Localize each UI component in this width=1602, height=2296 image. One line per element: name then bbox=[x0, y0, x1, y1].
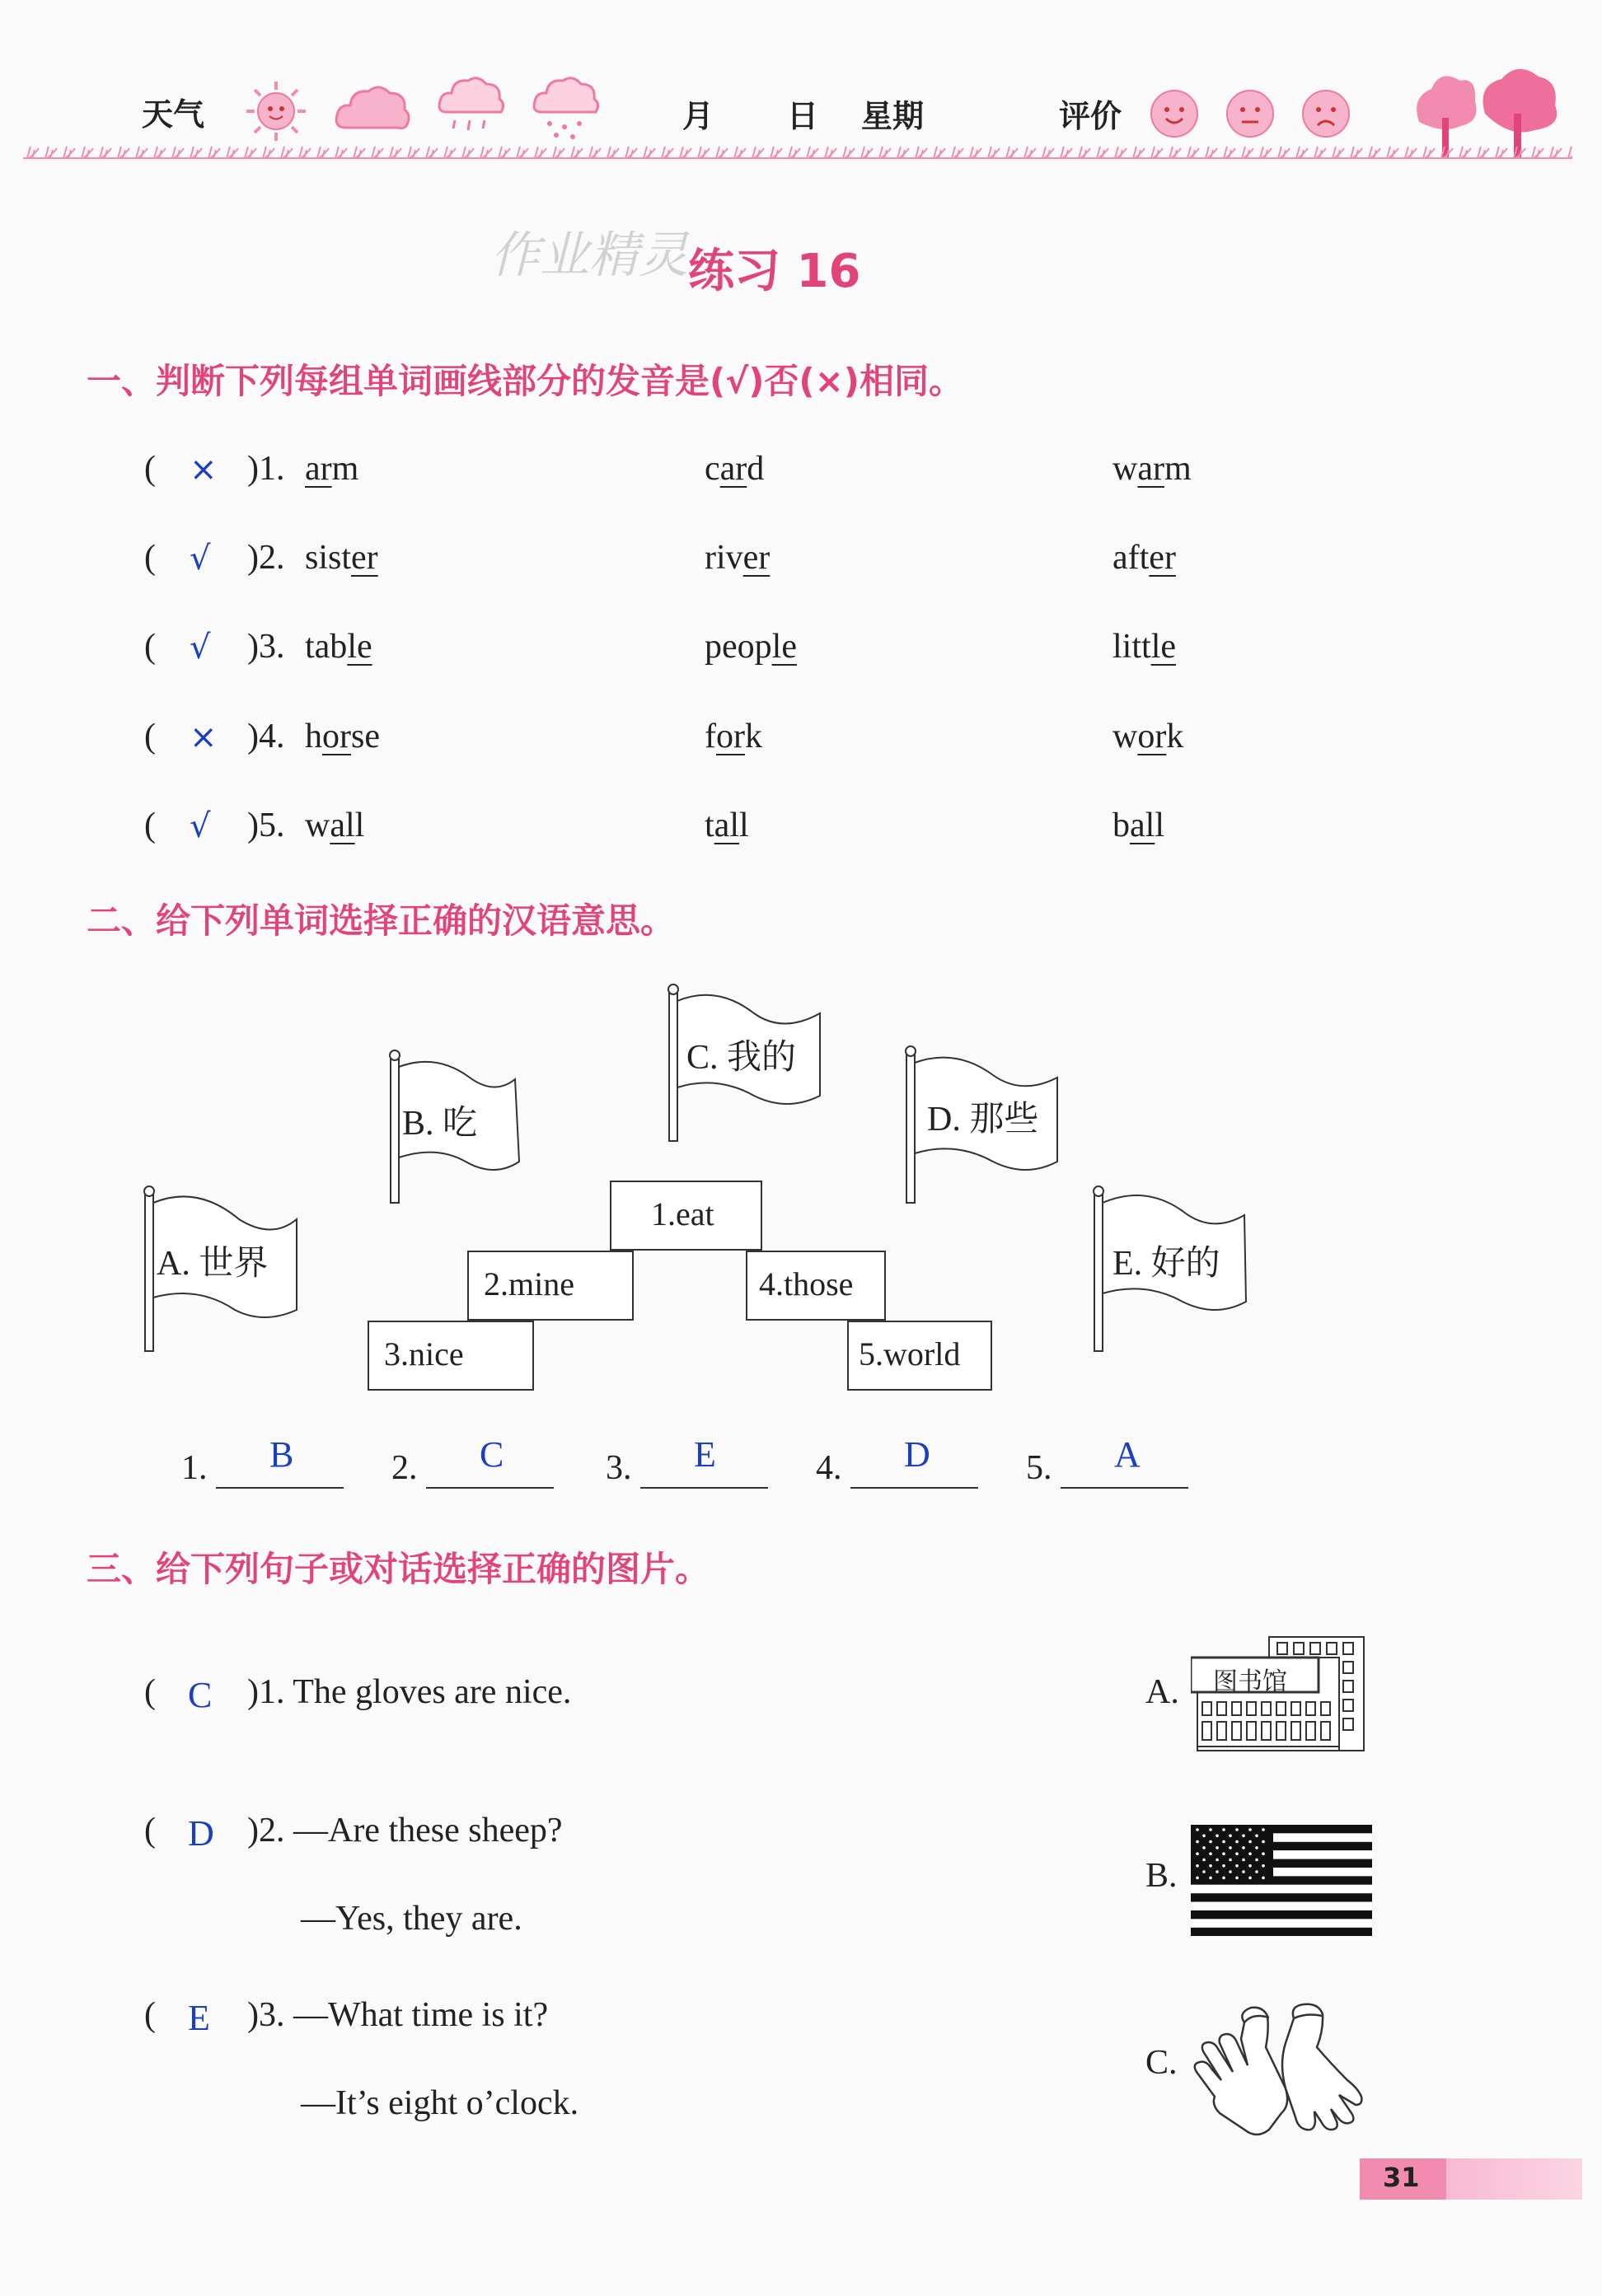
word-3: little bbox=[1112, 628, 1176, 666]
word-2: card bbox=[705, 450, 765, 488]
answer-number: 3. bbox=[606, 1449, 632, 1487]
flag-b-label: B. 吃 bbox=[402, 1105, 478, 1143]
flag-a-label: A. 世界 bbox=[157, 1245, 269, 1283]
answer-number: 2. bbox=[391, 1449, 418, 1487]
answer-letter: B bbox=[269, 1434, 294, 1475]
flag-e-label: E. 好的 bbox=[1112, 1245, 1220, 1283]
sentence-line-1: )2. —Are these sheep? bbox=[247, 1812, 563, 1849]
section2-heading: 二、给下列单词选择正确的汉语意思。 bbox=[87, 900, 676, 941]
question-number: )2. bbox=[247, 539, 285, 577]
row-open-paren: ( bbox=[144, 539, 156, 577]
rain-icon bbox=[437, 72, 507, 143]
library-sign-text: 图书馆 bbox=[1213, 1667, 1287, 1696]
word-box-5: 5.world bbox=[847, 1321, 992, 1391]
flag-c-label: C. 我的 bbox=[686, 1039, 797, 1077]
judge-answer[interactable]: × bbox=[190, 718, 218, 756]
happy-face-icon bbox=[1148, 87, 1201, 140]
question-number: )4. bbox=[247, 718, 285, 755]
word-1: arm bbox=[305, 450, 359, 488]
sentence-line-1: )3. —What time is it? bbox=[247, 1996, 549, 2034]
section1-heading: 一、判断下列每组单词画线部分的发音是(√)否(×)相同。 bbox=[87, 361, 963, 401]
answer-letter: D bbox=[904, 1434, 930, 1475]
row-open-paren: ( bbox=[144, 807, 156, 844]
answer-letter: A bbox=[1114, 1434, 1141, 1475]
answer-number: 1. bbox=[181, 1449, 208, 1487]
word-box-1: 1.eat bbox=[610, 1181, 762, 1251]
word-3: work bbox=[1112, 718, 1184, 755]
answer-letter: E bbox=[694, 1434, 716, 1475]
snow-icon bbox=[532, 72, 602, 143]
item-open-paren: ( bbox=[144, 1812, 156, 1849]
row-open-paren: ( bbox=[144, 718, 156, 755]
word-3: ball bbox=[1112, 807, 1164, 844]
word-box-2: 2.mine bbox=[467, 1251, 634, 1321]
picture-b-label: B. bbox=[1145, 1857, 1178, 1895]
word-1: horse bbox=[305, 718, 380, 755]
row-open-paren: ( bbox=[144, 450, 156, 488]
word-1: table bbox=[305, 628, 372, 666]
question-number: )1. bbox=[247, 450, 285, 488]
weather-label: 天气 bbox=[142, 96, 205, 133]
picture-c-label: C. bbox=[1145, 2044, 1178, 2082]
word-2: fork bbox=[705, 718, 762, 755]
answer-number: 4. bbox=[816, 1449, 842, 1487]
judge-answer[interactable]: √ bbox=[190, 540, 211, 578]
word-1: sister bbox=[305, 539, 378, 577]
cloud-icon bbox=[334, 78, 412, 136]
answer-number: 5. bbox=[1026, 1449, 1052, 1487]
word-3: after bbox=[1112, 539, 1176, 577]
judge-answer[interactable]: × bbox=[190, 451, 218, 489]
word-2: people bbox=[705, 628, 797, 666]
picture-answer[interactable]: E bbox=[188, 1998, 210, 2038]
watermark: 作业精灵 bbox=[490, 227, 688, 284]
judge-answer[interactable]: √ bbox=[190, 629, 211, 666]
question-number: )3. bbox=[247, 628, 285, 666]
judge-answer[interactable]: √ bbox=[190, 807, 211, 845]
rating-label: 评价 bbox=[1059, 98, 1122, 134]
picture-answer[interactable]: D bbox=[188, 1813, 214, 1854]
question-number: )5. bbox=[247, 807, 285, 844]
page-number: 31 bbox=[1383, 2162, 1420, 2193]
word-box-4: 4.those bbox=[746, 1251, 886, 1321]
weekday-label: 星期 bbox=[861, 98, 925, 134]
row-open-paren: ( bbox=[144, 628, 156, 666]
picture-a-label: A. bbox=[1145, 1673, 1179, 1711]
sentence-line-2: —It’s eight o’clock. bbox=[301, 2084, 579, 2122]
sentence-line-1: )1. The gloves are nice. bbox=[247, 1673, 572, 1711]
sentence-line-2: —Yes, they are. bbox=[301, 1900, 522, 1938]
grass-divider bbox=[23, 140, 1572, 165]
sun-icon bbox=[243, 78, 309, 144]
word-box-3: 3.nice bbox=[368, 1321, 534, 1391]
word-2: tall bbox=[705, 807, 749, 844]
neutral-face-icon bbox=[1224, 87, 1276, 140]
day-label: 日 bbox=[787, 98, 819, 134]
page-title: 练习 16 bbox=[688, 245, 861, 298]
flags-diagram bbox=[0, 972, 1602, 1384]
flag-d-label: D. 那些 bbox=[927, 1101, 1039, 1139]
section3-heading: 三、给下列句子或对话选择正确的图片。 bbox=[87, 1549, 710, 1589]
answer-letter: C bbox=[480, 1434, 504, 1475]
item-open-paren: ( bbox=[144, 1996, 156, 2034]
sad-face-icon bbox=[1300, 87, 1352, 140]
gloves-icon bbox=[1187, 1998, 1376, 2142]
header bbox=[0, 0, 1602, 173]
word-1: wall bbox=[305, 807, 365, 844]
month-label: 月 bbox=[682, 98, 714, 134]
item-open-paren: ( bbox=[144, 1673, 156, 1711]
word-2: river bbox=[705, 539, 771, 577]
picture-answer[interactable]: C bbox=[188, 1675, 213, 1715]
usa-flag-icon bbox=[1191, 1825, 1372, 1936]
word-3: warm bbox=[1112, 450, 1192, 488]
